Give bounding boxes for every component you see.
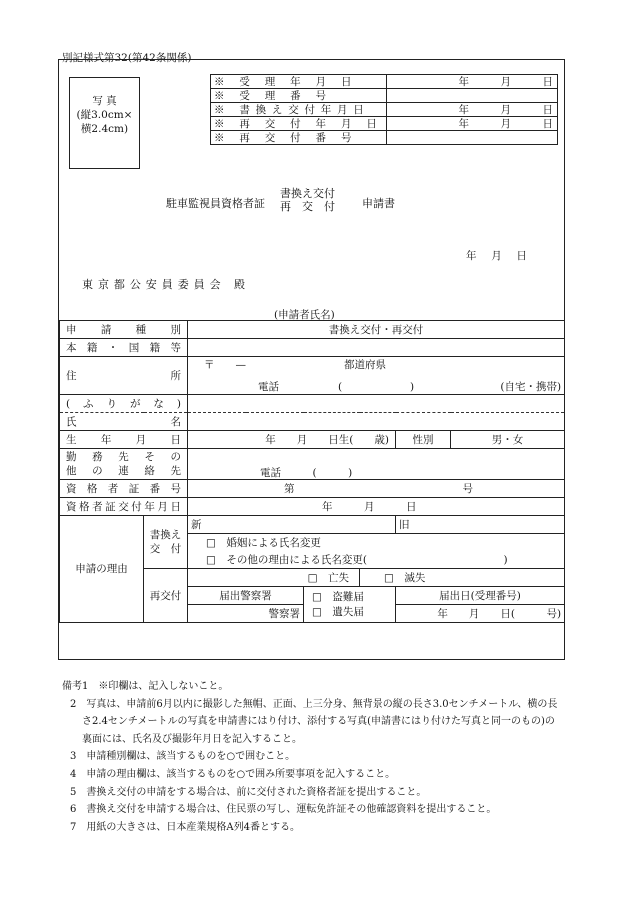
honseki-field[interactable] <box>188 339 565 357</box>
note-item: 4 申請の理由欄は、該当するものを○で囲み所要事項を記入すること。 <box>70 768 396 780</box>
name-label: 氏 名 <box>60 413 188 431</box>
office-row <box>211 89 558 103</box>
reason-label: 申請の理由 <box>60 516 144 623</box>
office-value: 年 月 日 <box>386 75 557 89</box>
theft-report[interactable]: □ 盗難届 <box>312 590 364 603</box>
cert-no-label: 資格者証番号 <box>60 480 188 498</box>
work-contact-label <box>60 449 188 480</box>
application-date[interactable]: 年 月 日 <box>466 250 529 262</box>
title-suffix: 申請書 <box>362 197 395 210</box>
office-label: ※ 再 交 付 番 号 <box>211 131 387 145</box>
note-item: 備考1 ※印欄は、記入しないこと。 <box>62 681 229 692</box>
address-tel-label: 電話 <box>258 381 279 393</box>
title-option-reissue[interactable]: 再 交 付 <box>280 200 335 213</box>
police-station-label: 届出警察署 <box>188 587 304 605</box>
note-item: 2 写真は、申請前6月以内に撮影した無帽、正面、上三分身、無背景の縦の長さ3.0センチメートル、横の長さ2.4センチメートルの写真を申請書にはり付け、添付する写真(申請書にはり付けた写真と同一のもの)の裏面には、氏名及び撮影年月日を記入すること。 <box>70 698 558 745</box>
police-station-field[interactable]: 警察署 <box>188 605 304 623</box>
address-field[interactable] <box>188 357 565 395</box>
photo-size-1: (縦3.0cm× <box>76 109 133 121</box>
office-label: ※ 受 理 番 号 <box>211 89 387 103</box>
furigana-field[interactable] <box>188 395 565 413</box>
new-label: 新 <box>191 518 202 531</box>
lost-report[interactable]: □ 遺失届 <box>312 605 364 618</box>
application-table <box>59 320 565 623</box>
work-label-2: 他 の 連 絡 先 <box>66 465 181 477</box>
photo-label: 写 真 <box>92 95 117 107</box>
office-value: 年 月 日 <box>386 103 557 117</box>
new-name-field[interactable] <box>188 516 396 534</box>
reissue-lost[interactable]: □ 亡失 <box>188 569 360 587</box>
home-mobile-label: (自宅・携帯) <box>500 381 562 393</box>
office-label: ※ 書換え交付年月日 <box>211 103 387 117</box>
reissue-destroyed[interactable]: □ 滅失 <box>360 569 565 587</box>
work-label-1: 勤 務 先 そ の <box>66 451 181 463</box>
office-label: ※ 受 理 年 月 日 <box>211 75 387 89</box>
type-value[interactable]: 書換え交付・再交付 <box>188 321 565 339</box>
report-date-field[interactable]: 年 月 日( 号) <box>396 605 565 623</box>
office-row <box>211 103 558 117</box>
notes <box>62 678 562 836</box>
note-item: 5 書換え交付の申請をする場合は、前に交付された資格者証を提出すること。 <box>70 786 427 798</box>
tel-paren-open: ( <box>338 381 343 393</box>
title-option-rewrite[interactable]: 書換え交付 <box>280 187 335 200</box>
prefecture-label: 都道府県 <box>344 359 386 371</box>
tel-paren-close: ) <box>410 381 415 393</box>
birth-field[interactable]: 年 月 日生( 歳) <box>188 431 396 449</box>
type-label: 申 請 種 別 <box>60 321 188 339</box>
cert-date-field[interactable]: 年 月 日 <box>188 498 565 516</box>
reissue-label: 再交付 <box>144 569 188 623</box>
honseki-label: 本籍・国籍等 <box>60 339 188 357</box>
birth-label: 生 年 月 日 <box>60 431 188 449</box>
cert-no-field[interactable]: 第 号 <box>188 480 565 498</box>
sex-field[interactable]: 男・女 <box>451 431 565 449</box>
title-prefix: 駐車監視員資格者証 <box>166 197 265 210</box>
rewrite-label: 書換え 交 付 <box>144 516 188 569</box>
addressee: 東京都公安員委員会 殿 <box>82 278 250 291</box>
office-label: ※ 再 交 付 年 月 日 <box>211 117 387 131</box>
old-label: 旧 <box>399 518 410 531</box>
name-field[interactable] <box>188 413 565 431</box>
reason-marriage[interactable]: □ 婚姻による氏名変更 <box>188 534 565 552</box>
cert-date-label: 資格者証交付年月日 <box>60 498 188 516</box>
report-type[interactable] <box>304 587 396 623</box>
note-item: 3 申請種別欄は、該当するものを○で囲むこと。 <box>70 751 296 763</box>
office-row <box>211 131 558 145</box>
sex-label: 性別 <box>396 431 451 449</box>
applicant-name-label: (申請者氏名) <box>274 309 335 321</box>
report-date-label: 届出日(受理番号) <box>396 587 565 605</box>
office-row <box>211 75 558 89</box>
furigana-label: (ふりがな) <box>60 395 188 413</box>
office-row <box>211 117 558 131</box>
old-name-field[interactable] <box>396 516 565 534</box>
title-options[interactable] <box>280 187 335 213</box>
work-contact-field[interactable]: 電話 ( ) <box>188 449 565 480</box>
office-value <box>386 131 557 145</box>
reason-other[interactable]: □ その他の理由による氏名変更( ) <box>188 551 565 569</box>
address-label: 住 所 <box>60 357 188 395</box>
photo-box <box>69 77 140 169</box>
postal-mark: 〒 — <box>204 359 246 371</box>
photo-size-2: 横2.4cm) <box>80 123 129 135</box>
office-value <box>386 89 557 103</box>
office-value: 年 月 日 <box>386 117 557 131</box>
office-use-table <box>210 74 558 145</box>
note-item: 6 書換え交付を申請する場合は、住民票の写し、運転免許証その他確認資料を提出すること。 <box>70 804 497 816</box>
form-header: 別記様式第32(第42条関係) <box>62 52 192 64</box>
note-item: 7 用紙の大きさは、日本産業規格A列4番とする。 <box>70 821 300 833</box>
